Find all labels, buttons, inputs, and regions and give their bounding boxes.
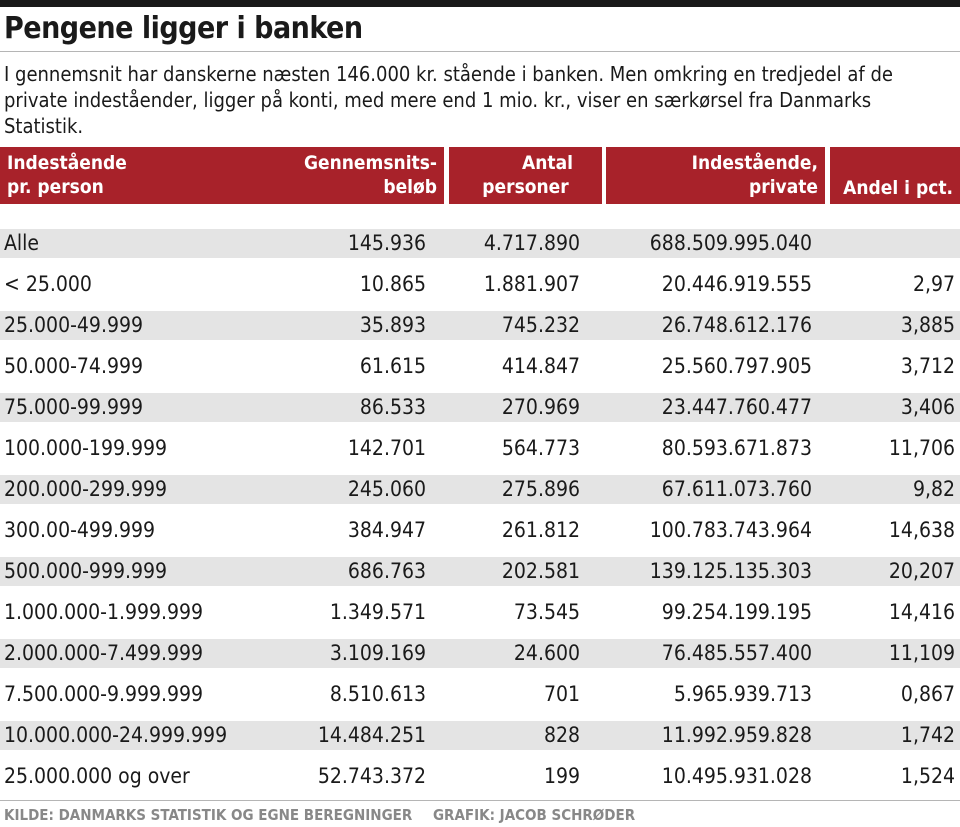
table-row bbox=[0, 223, 960, 264]
cell-average: 86.533 bbox=[359, 395, 426, 419]
cell-share: 9,82 bbox=[912, 477, 955, 501]
cell-bracket: 100.000-199.999 bbox=[4, 436, 168, 460]
cell-average: 1.349.571 bbox=[329, 600, 426, 624]
graphic-credit: GRAFIK: JACOB SCHRØDER bbox=[432, 806, 636, 824]
cell-bracket: 25.000-49.999 bbox=[4, 313, 143, 337]
cell-share: 1,742 bbox=[900, 723, 955, 747]
header-line: Antal bbox=[522, 152, 573, 174]
page-title: Pengene ligger i banken bbox=[4, 11, 363, 46]
cell-share: 3,885 bbox=[900, 313, 955, 337]
table-row bbox=[0, 592, 960, 633]
table-row bbox=[0, 387, 960, 428]
cell-average: 35.893 bbox=[359, 313, 426, 337]
cell-count: 261.812 bbox=[501, 518, 580, 542]
cell-bracket: 500.000-999.999 bbox=[4, 559, 168, 583]
col-header-private-deposits bbox=[606, 147, 825, 204]
table-row bbox=[0, 428, 960, 469]
col-header-share-pct bbox=[830, 147, 960, 204]
header-line: Indestående, bbox=[691, 152, 818, 174]
cell-count: 199 bbox=[543, 764, 580, 788]
cell-count: 24.600 bbox=[513, 641, 580, 665]
header-line: pr. person bbox=[7, 176, 104, 198]
cell-share: 2,97 bbox=[912, 272, 955, 296]
cell-deposits: 26.748.612.176 bbox=[661, 313, 812, 337]
table-row bbox=[0, 264, 960, 305]
cell-share: 11,109 bbox=[888, 641, 955, 665]
table-row bbox=[0, 715, 960, 756]
cell-deposits: 100.783.743.964 bbox=[649, 518, 812, 542]
cell-deposits: 80.593.671.873 bbox=[661, 436, 812, 460]
source-credit: KILDE: DANMARKS STATISTIK OG EGNE BEREGNINGER bbox=[4, 806, 413, 824]
cell-bracket: 1.000.000-1.999.999 bbox=[4, 600, 204, 624]
cell-count: 828 bbox=[543, 723, 580, 747]
cell-average: 52.743.372 bbox=[317, 764, 426, 788]
footer-divider bbox=[0, 800, 960, 801]
cell-deposits: 23.447.760.477 bbox=[661, 395, 812, 419]
table-row bbox=[0, 305, 960, 346]
cell-bracket: 2.000.000-7.499.999 bbox=[4, 641, 204, 665]
cell-count: 202.581 bbox=[501, 559, 580, 583]
table-row bbox=[0, 346, 960, 387]
cell-average: 384.947 bbox=[347, 518, 426, 542]
cell-average: 8.510.613 bbox=[329, 682, 426, 706]
cell-count: 270.969 bbox=[501, 395, 580, 419]
cell-share: 14,416 bbox=[888, 600, 955, 624]
cell-count: 1.881.907 bbox=[483, 272, 580, 296]
cell-count: 275.896 bbox=[501, 477, 580, 501]
table-row bbox=[0, 469, 960, 510]
col-header-person-count bbox=[449, 147, 602, 204]
cell-bracket: 200.000-299.999 bbox=[4, 477, 168, 501]
cell-share: 0,867 bbox=[900, 682, 955, 706]
title-divider bbox=[0, 51, 960, 52]
col-header-average-amount bbox=[224, 147, 444, 204]
cell-bracket: 10.000.000-24.999.999 bbox=[4, 723, 228, 747]
header-line: private bbox=[749, 176, 818, 198]
cell-share: 3,406 bbox=[900, 395, 955, 419]
cell-deposits: 76.485.557.400 bbox=[661, 641, 812, 665]
cell-average: 61.615 bbox=[359, 354, 426, 378]
table-row bbox=[0, 756, 960, 797]
cell-share: 14,638 bbox=[888, 518, 955, 542]
cell-deposits: 11.992.959.828 bbox=[661, 723, 812, 747]
intro-text: I gennemsnit har danskerne næsten 146.000 kr. stående i banken. Men omkring en tredjedel af de private indeståender, ligger på konti, med mere end 1 mio. kr., viser en særkørsel fra Danmarks Statistik. bbox=[4, 62, 893, 138]
header-line: Andel i pct. bbox=[843, 177, 953, 199]
cell-deposits: 10.495.931.028 bbox=[661, 764, 812, 788]
cell-bracket: Alle bbox=[4, 231, 40, 255]
cell-bracket: 50.000-74.999 bbox=[4, 354, 143, 378]
cell-deposits: 688.509.995.040 bbox=[649, 231, 812, 255]
header-line: Indestående bbox=[7, 152, 127, 174]
table-header bbox=[0, 147, 960, 204]
cell-deposits: 5.965.939.713 bbox=[673, 682, 812, 706]
cell-bracket: 7.500.000-9.999.999 bbox=[4, 682, 204, 706]
cell-bracket: 25.000.000 og over bbox=[4, 764, 190, 788]
cell-count: 701 bbox=[543, 682, 580, 706]
top-rule bbox=[0, 0, 960, 7]
footer bbox=[4, 806, 651, 824]
cell-deposits: 20.446.919.555 bbox=[661, 272, 812, 296]
cell-count: 564.773 bbox=[501, 436, 580, 460]
cell-share: 3,712 bbox=[900, 354, 955, 378]
cell-average: 142.701 bbox=[347, 436, 426, 460]
cell-count: 745.232 bbox=[501, 313, 580, 337]
cell-deposits: 67.611.073.760 bbox=[661, 477, 812, 501]
table-row bbox=[0, 674, 960, 715]
cell-share bbox=[830, 223, 955, 264]
cell-share: 11,706 bbox=[888, 436, 955, 460]
header-line: personer bbox=[482, 176, 569, 198]
cell-bracket: < 25.000 bbox=[4, 272, 92, 296]
cell-bracket: 300.00-499.999 bbox=[4, 518, 156, 542]
cell-average: 686.763 bbox=[347, 559, 426, 583]
table-row bbox=[0, 633, 960, 674]
cell-deposits: 139.125.135.303 bbox=[649, 559, 812, 583]
cell-average: 3.109.169 bbox=[329, 641, 426, 665]
cell-deposits: 99.254.199.195 bbox=[661, 600, 812, 624]
col-header-deposit-bracket bbox=[0, 147, 224, 204]
cell-count: 4.717.890 bbox=[483, 231, 580, 255]
table-body bbox=[0, 223, 960, 797]
table-row bbox=[0, 510, 960, 551]
cell-average: 14.484.251 bbox=[317, 723, 426, 747]
cell-share: 20,207 bbox=[888, 559, 955, 583]
cell-average: 245.060 bbox=[347, 477, 426, 501]
header-line: Gennemsnits- bbox=[303, 152, 437, 174]
table-row bbox=[0, 551, 960, 592]
cell-bracket: 75.000-99.999 bbox=[4, 395, 143, 419]
header-line: beløb bbox=[383, 176, 437, 198]
cell-share: 1,524 bbox=[900, 764, 955, 788]
cell-count: 414.847 bbox=[501, 354, 580, 378]
cell-deposits: 25.560.797.905 bbox=[661, 354, 812, 378]
cell-average: 10.865 bbox=[359, 272, 426, 296]
cell-average: 145.936 bbox=[347, 231, 426, 255]
cell-count: 73.545 bbox=[513, 600, 580, 624]
